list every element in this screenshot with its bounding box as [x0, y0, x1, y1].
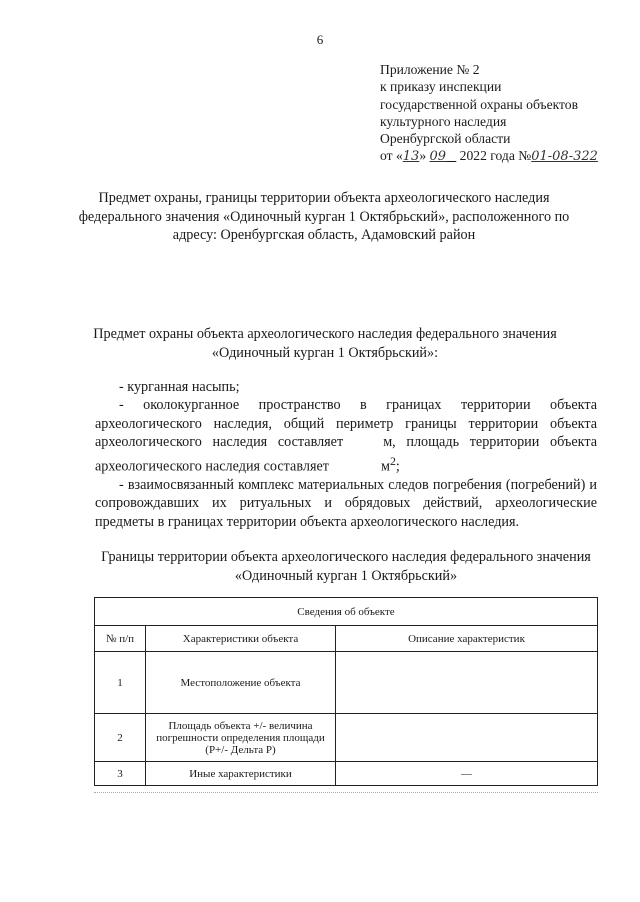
row-description: [336, 714, 598, 762]
list-item-2-end: ;: [395, 458, 400, 475]
order-year: 2022 года №: [459, 148, 532, 164]
order-date-line: [380, 147, 598, 165]
list-item-3: - взаимосвязанный комплекс материальных следов погребения (погребений) и сопровождавших их ритуальных и обрядовых действий, археологические предметы в границах территории объекта археологического наследия.: [95, 476, 597, 530]
table-caption: Сведения об объекте: [95, 598, 598, 626]
territory-bounds-heading: Границы территории объекта археологического наследия федерального значения «Одиночный курган 1 Октябрьский»: [101, 549, 591, 584]
row-description: —: [336, 762, 598, 786]
list-item-2: [95, 396, 597, 475]
row-number: 3: [95, 762, 146, 786]
list-item-2-text-b: м, площадь территории объекта археологического наследия составляет: [95, 434, 597, 475]
page-bottom-rule: [94, 792, 598, 793]
list-item-2-unit-exponent: 2: [389, 453, 396, 468]
header-number: № п/п: [95, 626, 146, 652]
appendix-line-4: культурного наследия: [380, 113, 507, 129]
row-characteristic: Площадь объекта +/- величина погрешности определения площади (Р+/- Дельта Р): [146, 714, 336, 762]
list-item-2-unit: м: [380, 458, 390, 475]
appendix-header: [380, 61, 598, 166]
table-row: [95, 652, 598, 714]
page-number: 6: [316, 32, 324, 47]
appendix-line-1: Приложение № 2: [380, 62, 480, 77]
table-row: [95, 714, 598, 762]
row-characteristic: Иные характеристики: [146, 762, 336, 786]
appendix-line-5: Оренбургской области: [380, 131, 511, 147]
list-item-2-text-a: - околокурганное пространство в границах территории объекта археологического наследия, общий периметр границы территории объекта археологического наследия составляет: [95, 397, 597, 451]
header-description: Описание характеристик: [336, 626, 598, 652]
row-number: 2: [95, 714, 146, 762]
row-number: 1: [95, 652, 146, 714]
date-mid: »: [419, 148, 427, 164]
header-characteristic: Характеристики объекта: [146, 626, 336, 652]
order-month: 09: [429, 149, 447, 165]
document-title: Предмет охраны, границы территории объекта археологического наследия федерального значения «Одиночный курган 1 Октябрьский», расположенного по адресу: Оренбургская область, Адамовский район: [78, 190, 570, 243]
protection-subject-list: [95, 378, 597, 531]
order-number: 01-08-322: [531, 149, 598, 165]
list-item-1: - курганная насыпь;: [119, 379, 240, 395]
object-info-table: [94, 597, 598, 786]
appendix-line-2: к приказу инспекции: [380, 79, 502, 95]
order-day: 13: [402, 149, 420, 165]
row-description: [336, 652, 598, 714]
row-characteristic: Местоположение объекта: [146, 652, 336, 714]
table-row: [95, 762, 598, 786]
date-prefix: от «: [380, 148, 403, 164]
protection-subject-heading: Предмет охраны объекта археологического наследия федерального значения «Одиночный курган 1 Октябрьский»:: [93, 326, 557, 361]
appendix-line-3: государственной охраны объектов: [380, 96, 579, 112]
